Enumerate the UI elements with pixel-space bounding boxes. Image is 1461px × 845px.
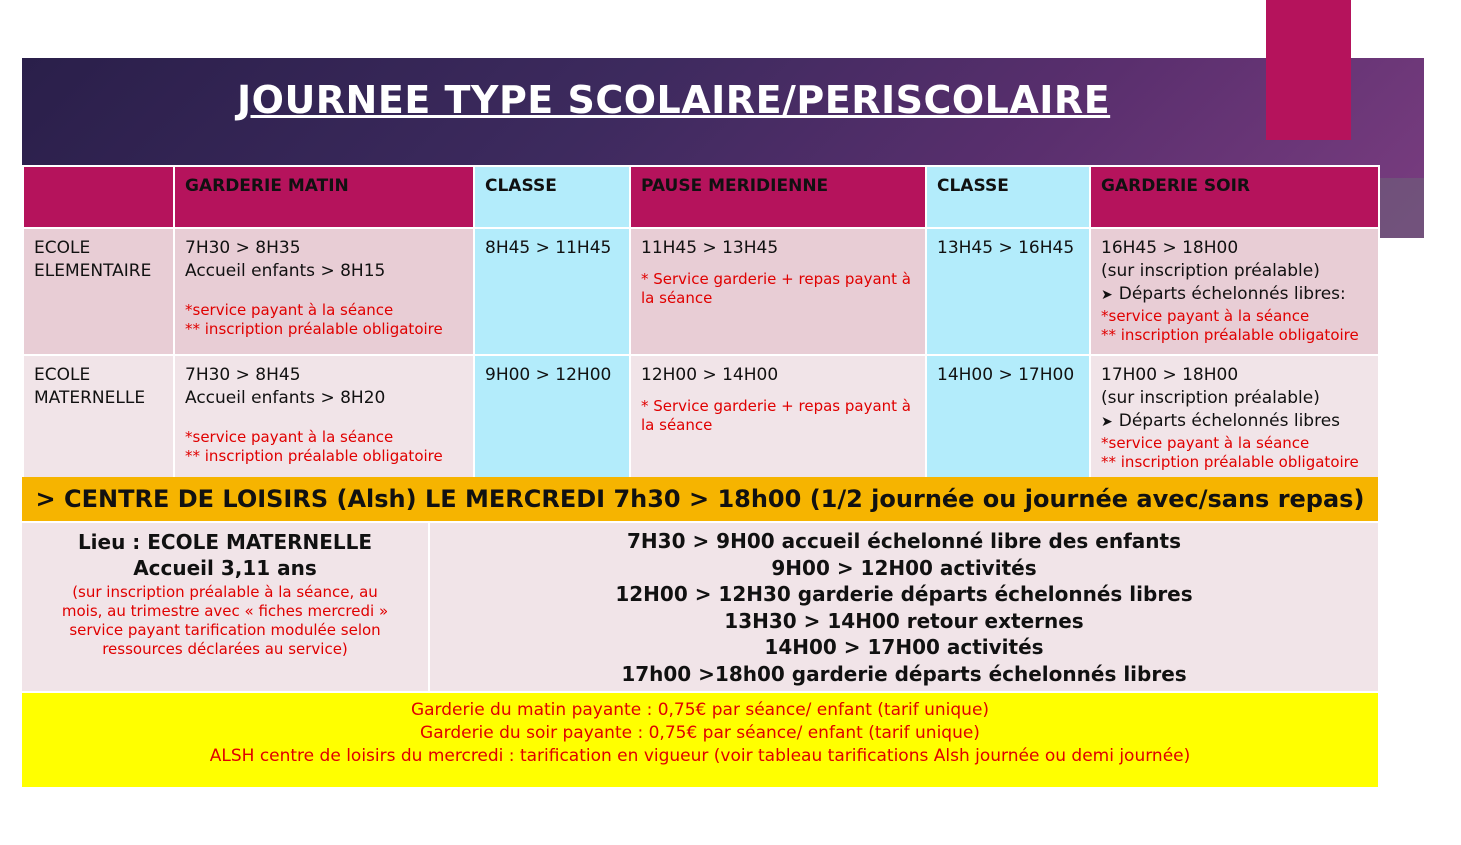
school-line-1: ECOLE [34,365,91,385]
header-classe-2: CLASSE [926,166,1090,228]
alsh-activity: 14H00 > 17H00 activités [764,635,1044,659]
matin-note-1: *service payant à la séance [185,428,394,446]
header-garderie-soir: GARDERIE SOIR [1090,166,1379,228]
alsh-note: (sur inscription préalable à la séance, au mois, au trimestre avec « fiches mercredi » service payant tarification modulée selon ressources déclarées au service) [61,583,389,658]
matin-time: 7H30 > 8H45 [185,365,301,385]
pause-cell [630,228,926,355]
soir-departs: Départs échelonnés libres [1118,411,1341,431]
garderie-soir-cell [1090,355,1379,481]
soir-departs: Départs échelonnés libres: [1118,284,1346,304]
classe-1-time: 8H45 > 11H45 [485,238,612,258]
matin-note-2: ** inscription préalable obligatoire [185,320,443,338]
matin-accueil: Accueil enfants > 8H15 [185,261,386,281]
soir-note-2: ** inscription préalable obligatoire [1101,326,1359,344]
soir-departs-item [1101,410,1368,434]
matin-accueil: Accueil enfants > 8H20 [185,388,386,408]
matin-note-2: ** inscription préalable obligatoire [185,447,443,465]
garderie-matin-cell [174,355,474,481]
soir-note-1: *service payant à la séance [1101,307,1310,325]
pause-cell [630,355,926,481]
soir-time: 16H45 > 18H00 [1101,238,1239,258]
school-name-cell [23,228,174,355]
alsh-activity: 7H30 > 9H00 accueil échelonné libre des enfants [627,529,1181,553]
garderie-matin-cell [174,228,474,355]
classe-1-time: 9H00 > 12H00 [485,365,612,385]
alsh-banner: > CENTRE DE LOISIRS (Alsh) LE MERCREDI 7h30 > 18h00 (1/2 journée ou journée avec/sans repas) [22,477,1378,521]
page-title: JOURNEE TYPE SCOLAIRE/PERISCOLAIRE [237,78,1111,122]
alsh-accueil: Accueil 3,11 ans [133,556,317,580]
pause-time: 11H45 > 13H45 [641,238,779,258]
soir-time: 17H00 > 18H00 [1101,365,1239,385]
school-name-cell [23,355,174,481]
classe-1-cell [474,355,630,481]
pause-time: 12H00 > 14H00 [641,365,779,385]
pause-note: * Service garderie + repas payant à la séance [641,397,911,434]
header-row [23,166,1379,228]
table-row-maternelle [23,355,1379,481]
school-line-2: MATERNELLE [34,388,146,408]
header-pause-meridienne: PAUSE MERIDIENNE [630,166,926,228]
tarif-line: Garderie du matin payante : 0,75€ par séance/ enfant (tarif unique) [410,700,990,720]
alsh-location-panel [22,523,428,691]
tarifs-panel [22,693,1378,787]
soir-note-1: *service payant à la séance [1101,434,1310,452]
arrow-bullet-icon: ➤ [1101,414,1113,430]
soir-note-2: ** inscription préalable obligatoire [1101,453,1359,471]
table-row-elementaire [23,228,1379,355]
alsh-activity: 12H00 > 12H30 garderie départs échelonnés libres [615,582,1193,606]
schedule-table [22,165,1380,482]
garderie-soir-cell [1090,228,1379,355]
tarif-line: Garderie du soir payante : 0,75€ par séance/ enfant (tarif unique) [420,723,980,743]
pause-note: * Service garderie + repas payant à la séance [641,270,911,307]
school-line-1: ECOLE [34,238,91,258]
matin-note-1: *service payant à la séance [185,301,394,319]
accent-bar [1266,0,1351,140]
soir-inscription: (sur inscription préalable) [1101,261,1320,281]
arrow-bullet-icon: ➤ [1101,287,1113,303]
classe-2-cell [926,228,1090,355]
school-line-2: ELEMENTAIRE [34,261,152,281]
alsh-lieu: Lieu : ECOLE MATERNELLE [77,530,373,554]
classe-2-cell [926,355,1090,481]
header-empty-cell [23,166,174,228]
classe-1-cell [474,228,630,355]
soir-inscription: (sur inscription préalable) [1101,388,1320,408]
alsh-activity: 13H30 > 14H00 retour externes [724,608,1084,633]
header-garderie-matin: GARDERIE MATIN [174,166,474,228]
classe-2-time: 13H45 > 16H45 [937,238,1075,258]
header-classe-1: CLASSE [474,166,630,228]
tarif-line: ALSH centre de loisirs du mercredi : tarification en vigueur (voir tableau tarifications Alsh journée ou demi journée) [209,746,1191,766]
classe-2-time: 14H00 > 17H00 [937,365,1075,385]
matin-time: 7H30 > 8H35 [185,238,301,258]
alsh-activities-panel [430,523,1378,691]
alsh-activity: 17h00 >18h00 garderie départs échelonnés libres [621,661,1187,686]
alsh-activity: 9H00 > 12H00 activités [771,555,1037,580]
soir-departs-item [1101,283,1368,307]
